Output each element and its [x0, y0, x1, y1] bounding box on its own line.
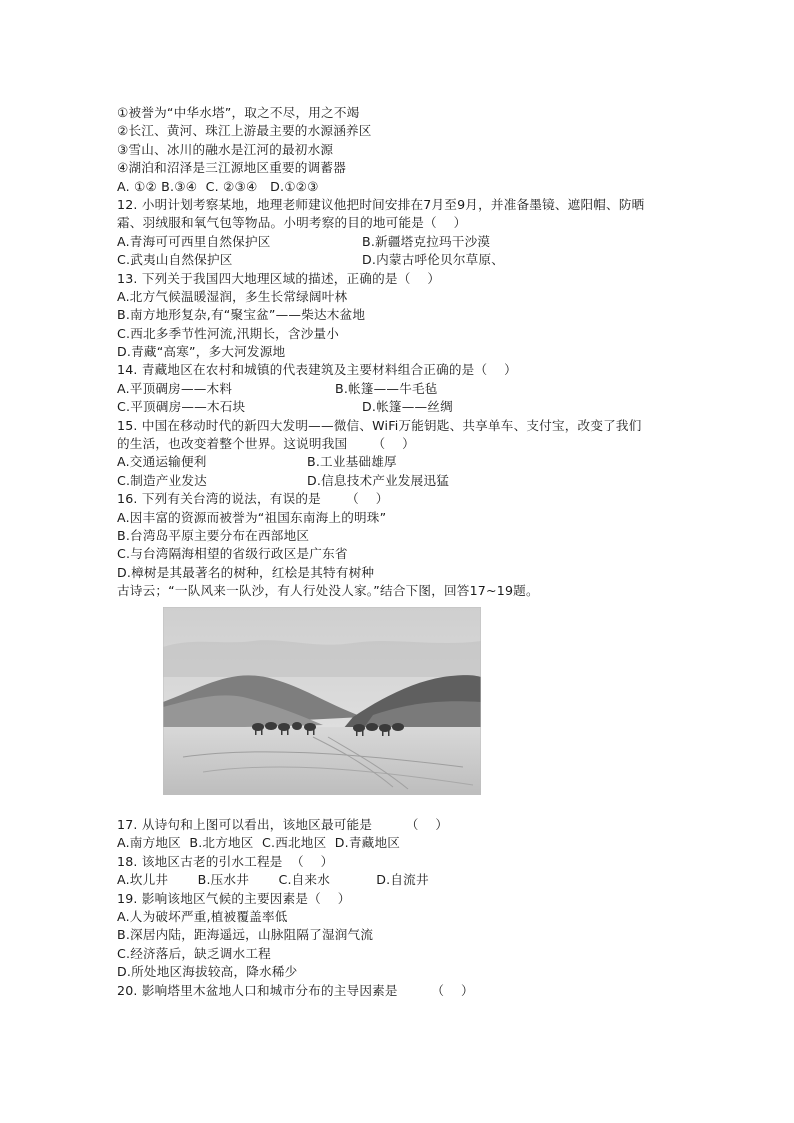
q16-option-b: B.台湾岛平原主要分布在西部地区: [117, 527, 310, 543]
q12-options-row2: [117, 251, 697, 269]
q13-stem: 13. 下列关于我国四大地理区域的描述，正确的是（ ）: [117, 270, 441, 286]
q15-option-c: C.制造产业发达: [117, 472, 207, 488]
q17-stem: 17. 从诗句和上图可以看出，该地区最可能是 （ ）: [117, 817, 449, 832]
q16-option-c: C.与台湾隔海相望的省级行政区是广东省: [117, 546, 348, 562]
q16-stem: 16. 下列有关台湾的说法，有误的是 （ ）: [117, 491, 389, 507]
q15-option-d: D.信息技术产业发展迅猛: [307, 472, 450, 488]
q18-stem: 18. 该地区古老的引水工程是 （ ）: [117, 853, 334, 869]
poem-intro: 古诗云；“一队风来一队沙，有人行处没人家。”结合下图，回答17~19题。: [117, 583, 539, 599]
q13-option-b: B.南方地形复杂,有“聚宝盆”——柴达木盆地: [117, 307, 366, 323]
q19-option-b: B.深居内陆，距海遥远，山脉阻隔了湿润气流: [117, 927, 374, 943]
q17-options: A.南方地区 B.北方地区 C.西北地区 D.青藏地区: [117, 835, 401, 851]
q13-option-d: D.青藏“高寒”，多大河发源地: [117, 344, 286, 360]
q12-options-row1: [117, 233, 697, 251]
q19-option-d: D.所处地区海拔较高，降水稀少: [117, 964, 298, 980]
q14-option-a: A.平顶碉房——木料: [117, 380, 233, 396]
q20-stem: 20. 影响塔里木盆地人口和城市分布的主导因素是 （ ）: [117, 982, 474, 998]
q15-option-b: B.工业基础雄厚: [307, 454, 397, 470]
q19-option-a: A.人为破坏严重,植被覆盖率低: [117, 908, 288, 924]
statement-1: ①被誉为“中华水塔”，取之不尽，用之不竭: [117, 105, 360, 120]
q11-options: A. ①② B.③④ C. ②③④ D.①②③: [117, 178, 319, 194]
q14-option-b: B.帐篷——牛毛毡: [335, 380, 438, 396]
q14-options-row1: [117, 380, 697, 398]
statement-3: ③雪山、冰川的融水是江河的最初水源: [117, 141, 334, 157]
statement-2: ②长江、黄河、珠江上游最主要的水源涵养区: [117, 123, 372, 139]
q15-stem-line1: 15. 中国在移动时代的新四大发明——微信、WiFi万能钥匙、共享单车、支付宝，改变了我们: [117, 417, 642, 433]
q16-option-a: A.因丰富的资源而被誉为“祖国东南海上的明珠”: [117, 509, 387, 525]
q12-option-a: A.青海可可西里自然保护区: [117, 233, 271, 249]
q14-stem: 14. 青藏地区在农村和城镇的代表建筑及主要材料组合正确的是（ ）: [117, 362, 517, 378]
q13-option-a: A.北方气候温暖湿润，多生长常绿阔叶林: [117, 288, 348, 304]
q19-stem: 19. 影响该地区气候的主要因素是（ ）: [117, 890, 351, 906]
q12-stem-line2: 霜、羽绒服和氧气包等物品。小明考察的目的地可能是（ ）: [117, 215, 467, 231]
desert-camel-caravan-photo: [163, 607, 481, 795]
q16-option-d: D.樟树是其最著名的树种，红桧是其特有树种: [117, 564, 375, 580]
q19-option-c: C.经济落后，缺乏调水工程: [117, 945, 271, 961]
q15-options-row1: [117, 453, 697, 471]
q18-options: A.坎儿井 B.压水井 C.自来水 D.自流井: [117, 872, 429, 888]
q12-stem-line1: 12. 小明计划考察某地，地理老师建议他把时间安排在7月至9月，并准备墨镜、遮阳帽、防晒: [117, 196, 645, 212]
exam-page-lower: [117, 816, 697, 1000]
q12-option-d: D.内蒙古呼伦贝尔草原、: [362, 252, 505, 268]
q14-option-d: D.帐篷——丝绸: [362, 399, 453, 415]
statement-4: ④湖泊和沼泽是三江源地区重要的调蓄器: [117, 160, 346, 176]
q13-option-c: C.西北多季节性河流,汛期长，含沙量小: [117, 325, 340, 341]
exam-page: [117, 104, 697, 601]
q15-option-a: A.交通运输便利: [117, 454, 207, 470]
q12-option-c: C.武夷山自然保护区: [117, 252, 233, 268]
q15-stem-line2: 的生活，也改变着整个世界。这说明我国 （ ）: [117, 436, 415, 452]
q15-options-row2: [117, 472, 697, 490]
q14-option-c: C.平顶碉房——木石块: [117, 399, 246, 415]
q14-options-row2: [117, 398, 697, 416]
q12-option-b: B.新疆塔克拉玛干沙漠: [362, 233, 491, 249]
